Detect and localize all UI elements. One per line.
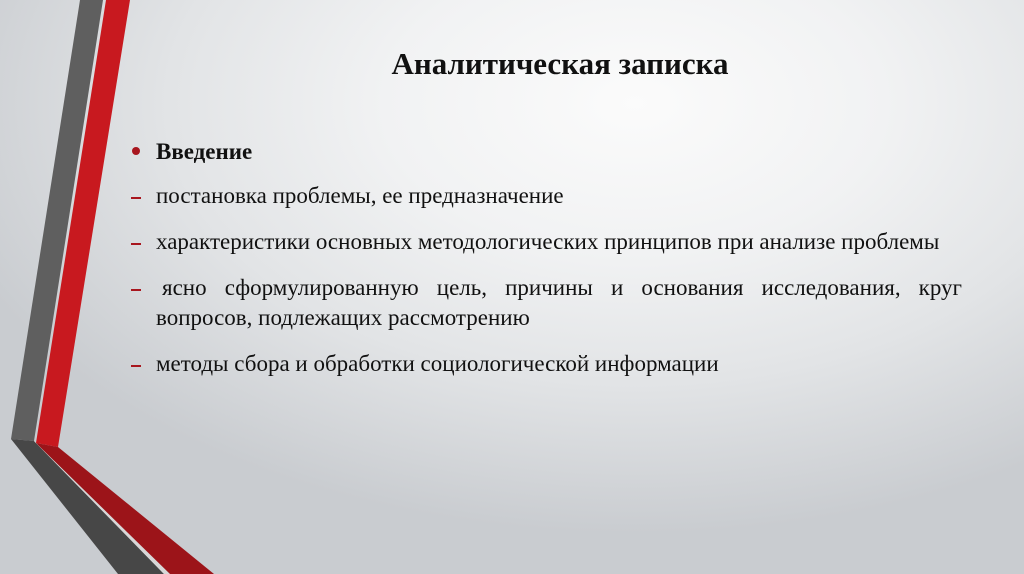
slide-title: Аналитическая записка: [391, 46, 729, 81]
list-item-text: характеристики основных методологических принципов при анализе проблемы: [156, 229, 940, 254]
list-item-text: методы сбора и обработки социологической информации: [156, 351, 719, 376]
gray-stripe-lower: [11, 439, 164, 574]
list-item-problem-statement: [130, 181, 962, 211]
list-item-data-methods: [130, 349, 962, 379]
red-stripe-lower: [36, 443, 214, 574]
dash-bullet-icon: [130, 273, 144, 303]
list-item-text: постановка проблемы, ее предназначение: [156, 183, 564, 208]
dash-bullet-icon: [130, 349, 144, 379]
slide-content-list: [130, 137, 962, 395]
list-item-introduction: [130, 137, 962, 167]
gray-stripe-upper: [11, 0, 103, 441]
dot-bullet-icon: [130, 137, 144, 167]
list-item-methodology: [130, 227, 962, 257]
list-item-text: ясно сформулированную цель, причины и основания исследования, круг вопросов, подлежащих рассмотрению: [156, 275, 962, 330]
dash-bullet-icon: [130, 181, 144, 211]
list-item-research-goal: [130, 273, 962, 333]
dash-bullet-icon: [130, 227, 144, 257]
list-item-text: Введение: [156, 139, 253, 164]
